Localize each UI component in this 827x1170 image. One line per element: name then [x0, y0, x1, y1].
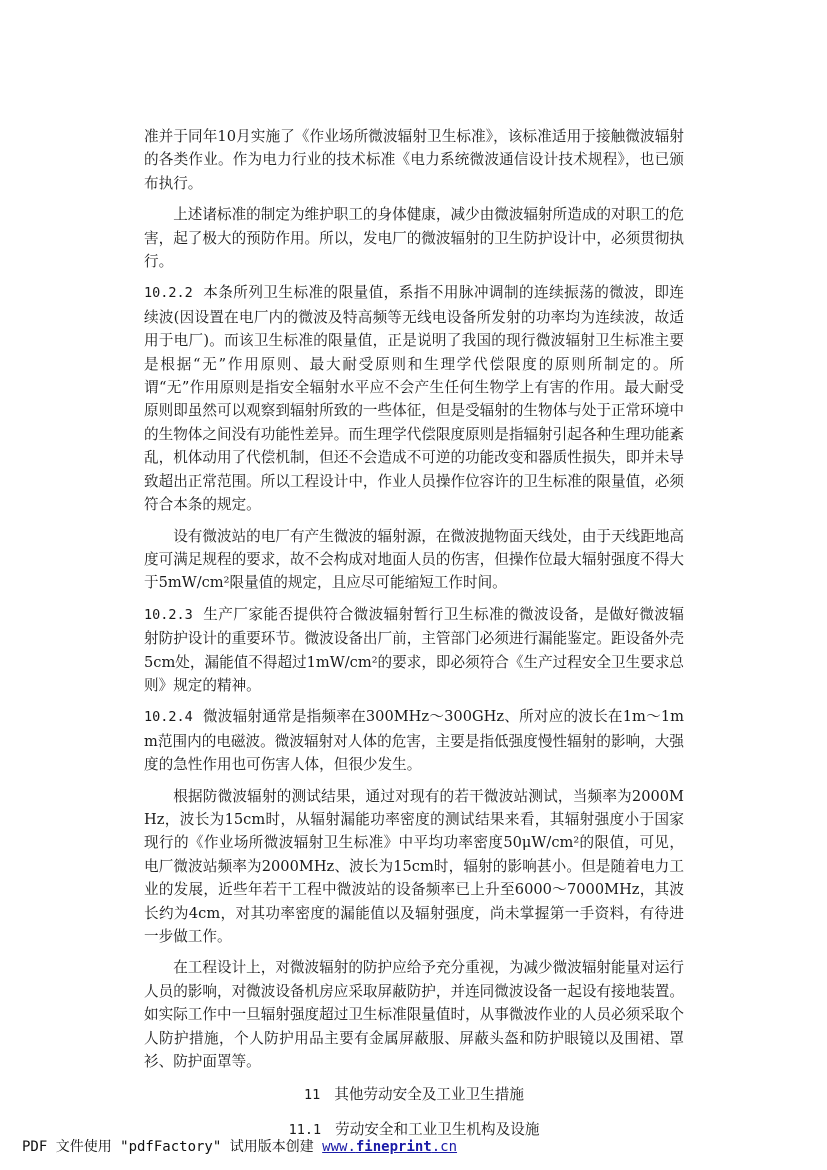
document-body — [144, 125, 684, 1142]
clause-number-10-2-3: 10.2.3 — [144, 606, 193, 623]
section-title-11: 其他劳动安全及工业卫生措施 — [334, 1086, 524, 1104]
footer-text: PDF 文件使用 "pdfFactory" 试用版本创建 — [22, 1139, 323, 1155]
paragraph-10-2-2 — [144, 281, 684, 516]
fineprint-link-tld: .cn — [431, 1139, 458, 1155]
clause-number-10-2-4: 10.2.4 — [144, 709, 193, 726]
clause-text-10-2-4: 微波辐射通常是指频率在300MHz～300GHz、所对应的波长在1m～1mm范围内的电磁波。微波辐射对人体的危害，主要是指低强度慢性辐射的影响，大强度的急性作用也可伤害人体，但很少发生。 — [144, 708, 684, 774]
paragraph-test-results: 根据防微波辐射的测试结果，通过对现有的若干微波站测试，当频率为2000MHz，波长为15cm时，从辐射漏能功率密度的测试结果来看，其辐射强度小于国家现行的《作业场所微波辐射卫生标准》中平均功率密度50μW/cm²的限值，可见，电厂微波站频率为2000MHz、波长为15cm时，辐射的影响甚小。但是随着电力工业的发展，近些年若干工程中微波站的设备频率已上升至6000～7000MHz，其波长约为4cm，对其功率密度的漏能值以及辐射强度，尚未掌握第一手资料，有待进一步做工作。 — [144, 787, 684, 945]
fineprint-link[interactable] — [322, 1139, 457, 1155]
paragraph-10-2-4 — [144, 705, 684, 776]
section-title-11-1: 劳动安全和工业卫生机构及设施 — [335, 1120, 540, 1138]
section-number-11: 11 — [304, 1087, 321, 1104]
fineprint-link-www: www. — [322, 1139, 356, 1155]
paragraph-2: 上述诸标准的制定为维护职工的身体健康，减少由微波辐射所造成的对职工的危害，起了极大的预防作用。所以，发电厂的微波辐射的卫生防护设计中，必须贯彻执行。 — [144, 206, 684, 271]
pdf-footer-watermark — [22, 1136, 457, 1156]
clause-number-10-2-2: 10.2.2 — [144, 285, 193, 302]
clause-text-10-2-2: 本条所列卫生标准的限量值，系指不用脉冲调制的连续振荡的微波，即连续波(因设置在电厂内的微波及特高频等无线电设备所发射的功率均为连续波，故适用于电厂)。而该卫生标准的限量值，正是说明了我国的现行微波辐射卫生标准主要是根据“无”作用原则、最大耐受原则和生理学代偿限度的原则所制定的。所谓“无”作用原则是指安全辐射水平应不会产生任何生物学上有害的作用。最大耐受原则即虽然可以观察到辐射所致的一些体征，但是受辐射的生物体与处于正常环境中的生物体之间没有功能性差异。而生理学代偿限度原则是指辐射引起各种生理功能紊乱，机体动用了代偿机制，但还不会造成不可逆的功能改变和器质性损失，即并未导致超出正常范围。所以工程设计中，作业人员操作位容许的卫生标准的限量值，必须符合本条的规定。 — [144, 284, 684, 514]
paragraph-10-2-3 — [144, 603, 684, 698]
section-heading-11 — [144, 1083, 684, 1107]
paragraph-microwave-station: 设有微波站的电厂有产生微波的辐射源，在微波抛物面天线处，由于天线距地高度可满足规程的要求，故不会构成对地面人员的伤害，但操作位最大辐射强度不得大于5mW/cm²限量值的规定，且应尽可能缩短工作时间。 — [144, 527, 684, 592]
paragraph-1: 准并于同年10月实施了《作业场所微波辐射卫生标准》，该标准适用于接触微波辐射的各类作业。作为电力行业的技术标准《电力系统微波通信设计技术规程》，也已颁布执行。 — [144, 128, 684, 192]
section-number-11-1: 11.1 — [288, 1121, 322, 1138]
paragraph-engineering-design: 在工程设计上，对微波辐射的防护应给予充分重视，为减少微波辐射能量对运行人员的影响，对微波设备机房应采取屏蔽防护，并连同微波设备一起设有接地装置。如实际工作中一旦辐射强度超过卫生标准限量值时，从事微波作业的人员必须采取个人防护措施，个人防护用品主要有金属屏蔽服、屏蔽头盔和防护眼镜以及围裙、罩衫、防护面罩等。 — [144, 959, 684, 1071]
fineprint-link-name: fineprint — [355, 1139, 432, 1155]
clause-text-10-2-3: 生产厂家能否提供符合微波辐射暂行卫生标准的微波设备，是做好微波辐射防护设计的重要环节。微波设备出厂前，主管部门必须进行漏能鉴定。距设备外壳5cm处，漏能值不得超过1mW/cm²的要求，即必须符合《生产过程安全卫生要求总则》规定的精神。 — [144, 605, 685, 694]
